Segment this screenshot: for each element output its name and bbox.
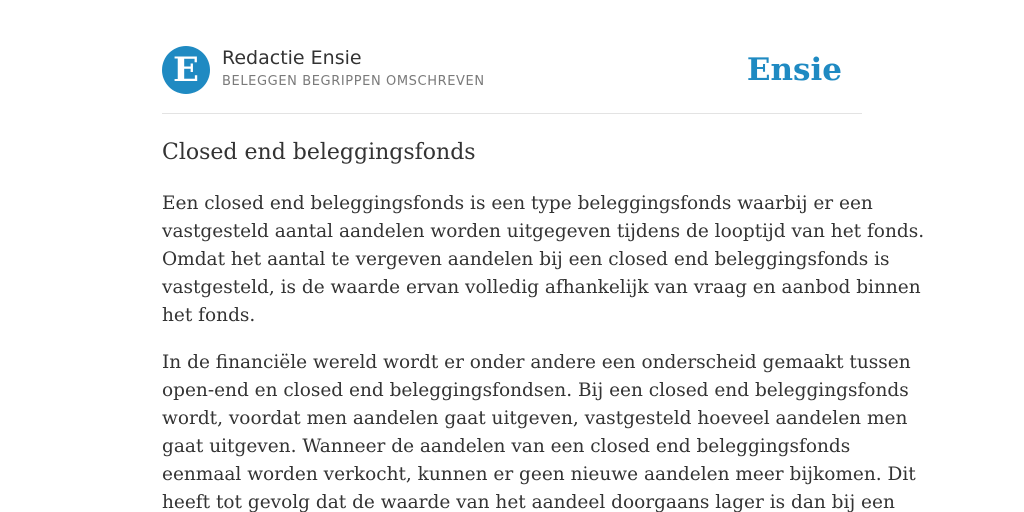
paragraph-line: vastgesteld aantal aandelen worden uitgegeven tijdens de looptijd van het fonds.	[162, 221, 925, 242]
paragraph-line: Omdat het aantal te vergeven aandelen bij een closed end beleggingsfonds is	[162, 249, 890, 270]
paragraph-line: Een closed end beleggingsfonds is een type beleggingsfonds waarbij er een	[162, 193, 873, 214]
header-divider	[162, 113, 862, 114]
category-label[interactable]: BELEGGEN BEGRIPPEN OMSCHREVEN	[222, 74, 485, 89]
paragraph-line: open-end en closed end beleggingsfondsen. Bij een closed end beleggingsfonds	[162, 380, 909, 401]
paragraph-line: het fonds.	[162, 305, 256, 326]
brand-logo[interactable]: Ensie	[746, 52, 842, 88]
article-body	[162, 190, 925, 512]
article-header	[162, 46, 862, 96]
paragraph-line: vastgesteld, is de waarde ervan volledig afhankelijk van vraag en aanbod binnen	[162, 277, 921, 298]
paragraph-2	[162, 349, 916, 512]
article-title: Closed end beleggingsfonds	[162, 140, 476, 165]
paragraph-line: gaat uitgeven. Wanneer de aandelen van een closed end beleggingsfonds	[162, 436, 851, 457]
paragraph-line: eenmaal worden verkocht, kunnen er geen nieuwe aandelen meer bijkomen. Dit	[162, 464, 916, 485]
paragraph-line: wordt, voordat men aandelen gaat uitgeven, vastgesteld hoeveel aandelen men	[162, 408, 908, 429]
paragraph-1	[162, 190, 925, 330]
paragraph-line: heeft tot gevolg dat de waarde van het aandeel doorgaans lager is dan bij een	[162, 492, 895, 512]
author-name[interactable]: Redactie Ensie	[222, 47, 362, 69]
paragraph-line: In de financiële wereld wordt er onder andere een onderscheid gemaakt tussen	[162, 352, 911, 373]
author-avatar[interactable]: E	[162, 46, 210, 94]
